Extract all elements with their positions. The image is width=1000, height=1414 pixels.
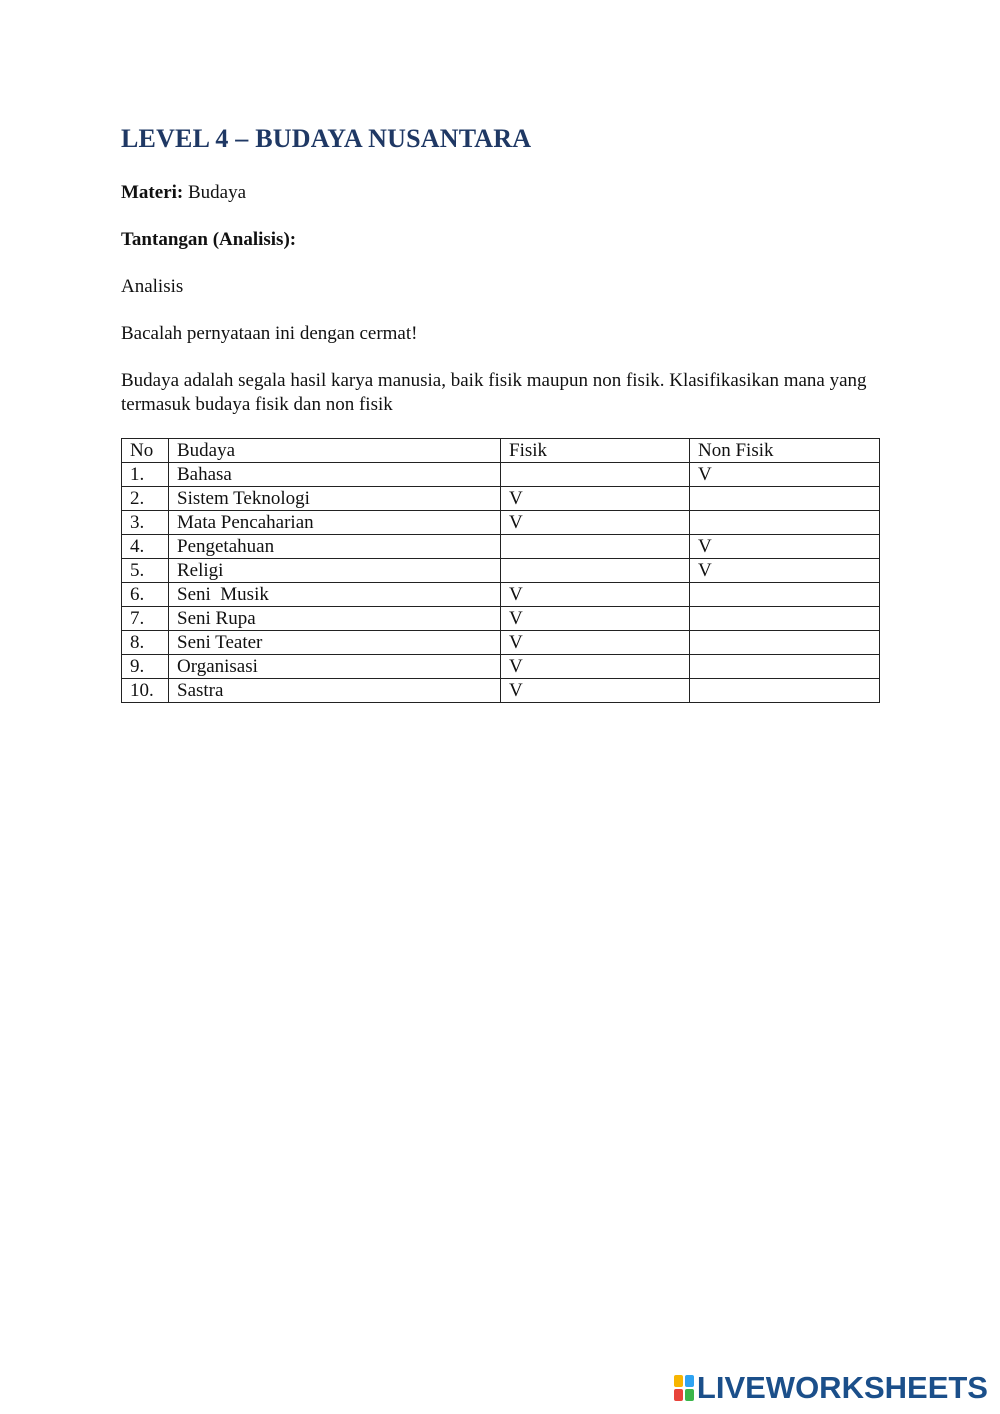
table-row bbox=[122, 511, 880, 535]
classification-table bbox=[121, 438, 880, 703]
cell-fisik[interactable]: V bbox=[501, 631, 690, 655]
header-fisik: Fisik bbox=[501, 439, 690, 463]
cell-budaya: Bahasa bbox=[169, 463, 501, 487]
cell-non-fisik[interactable] bbox=[690, 583, 880, 607]
cell-fisik[interactable]: V bbox=[501, 679, 690, 703]
cell-non-fisik[interactable] bbox=[690, 631, 880, 655]
page-title: LEVEL 4 – BUDAYA NUSANTARA bbox=[121, 124, 532, 153]
instruction-text: Bacalah pernyataan ini dengan cermat! bbox=[121, 323, 418, 344]
cell-budaya: Seni Teater bbox=[169, 631, 501, 655]
materi-line bbox=[121, 181, 246, 205]
cell-no: 1. bbox=[122, 463, 169, 487]
cell-fisik[interactable]: V bbox=[501, 655, 690, 679]
cell-no: 7. bbox=[122, 607, 169, 631]
cell-no: 3. bbox=[122, 511, 169, 535]
cell-budaya: Pengetahuan bbox=[169, 535, 501, 559]
table-header-row bbox=[122, 439, 880, 463]
cell-no: 8. bbox=[122, 631, 169, 655]
cell-no: 9. bbox=[122, 655, 169, 679]
cell-fisik[interactable] bbox=[501, 535, 690, 559]
cell-non-fisik[interactable] bbox=[690, 487, 880, 511]
header-no: No bbox=[122, 439, 169, 463]
cell-non-fisik[interactable] bbox=[690, 655, 880, 679]
cell-budaya: Sastra bbox=[169, 679, 501, 703]
liveworksheets-logo bbox=[674, 1370, 988, 1406]
table-row bbox=[122, 583, 880, 607]
statement-text: Budaya adalah segala hasil karya manusia, baik fisik maupun non fisik. Klasifikasikan mana yang termasuk budaya fisik dan non fisik bbox=[121, 370, 867, 415]
table-row bbox=[122, 463, 880, 487]
materi-label: Materi: bbox=[121, 182, 184, 203]
cell-budaya: Seni Rupa bbox=[169, 607, 501, 631]
cell-fisik[interactable]: V bbox=[501, 487, 690, 511]
cell-fisik[interactable] bbox=[501, 559, 690, 583]
header-budaya: Budaya bbox=[169, 439, 501, 463]
cell-fisik[interactable]: V bbox=[501, 607, 690, 631]
cell-non-fisik[interactable] bbox=[690, 679, 880, 703]
table-row bbox=[122, 535, 880, 559]
materi-value: Budaya bbox=[183, 182, 247, 203]
cell-budaya: Mata Pencaharian bbox=[169, 511, 501, 535]
liveworksheets-mark-icon bbox=[674, 1375, 694, 1401]
cell-no: 5. bbox=[122, 559, 169, 583]
cell-no: 2. bbox=[122, 487, 169, 511]
cell-no: 4. bbox=[122, 535, 169, 559]
table-row bbox=[122, 631, 880, 655]
table-row bbox=[122, 487, 880, 511]
header-non-fisik: Non Fisik bbox=[690, 439, 880, 463]
cell-non-fisik[interactable]: V bbox=[690, 535, 880, 559]
analisis-text: Analisis bbox=[121, 276, 184, 297]
liveworksheets-wordmark: LIVEWORKSHEETS bbox=[696, 1370, 988, 1405]
cell-budaya: Sistem Teknologi bbox=[169, 487, 501, 511]
cell-budaya: Seni Musik bbox=[169, 583, 501, 607]
cell-non-fisik[interactable]: V bbox=[690, 559, 880, 583]
cell-budaya: Organisasi bbox=[169, 655, 501, 679]
cell-non-fisik[interactable]: V bbox=[690, 463, 880, 487]
cell-no: 6. bbox=[122, 583, 169, 607]
cell-non-fisik[interactable] bbox=[690, 607, 880, 631]
cell-budaya: Religi bbox=[169, 559, 501, 583]
cell-fisik[interactable] bbox=[501, 463, 690, 487]
cell-fisik[interactable]: V bbox=[501, 583, 690, 607]
cell-fisik[interactable]: V bbox=[501, 511, 690, 535]
cell-no: 10. bbox=[122, 679, 169, 703]
tantangan-heading: Tantangan (Analisis): bbox=[121, 229, 297, 250]
table-row bbox=[122, 607, 880, 631]
table-row bbox=[122, 679, 880, 703]
table-row bbox=[122, 655, 880, 679]
table-row bbox=[122, 559, 880, 583]
cell-non-fisik[interactable] bbox=[690, 511, 880, 535]
